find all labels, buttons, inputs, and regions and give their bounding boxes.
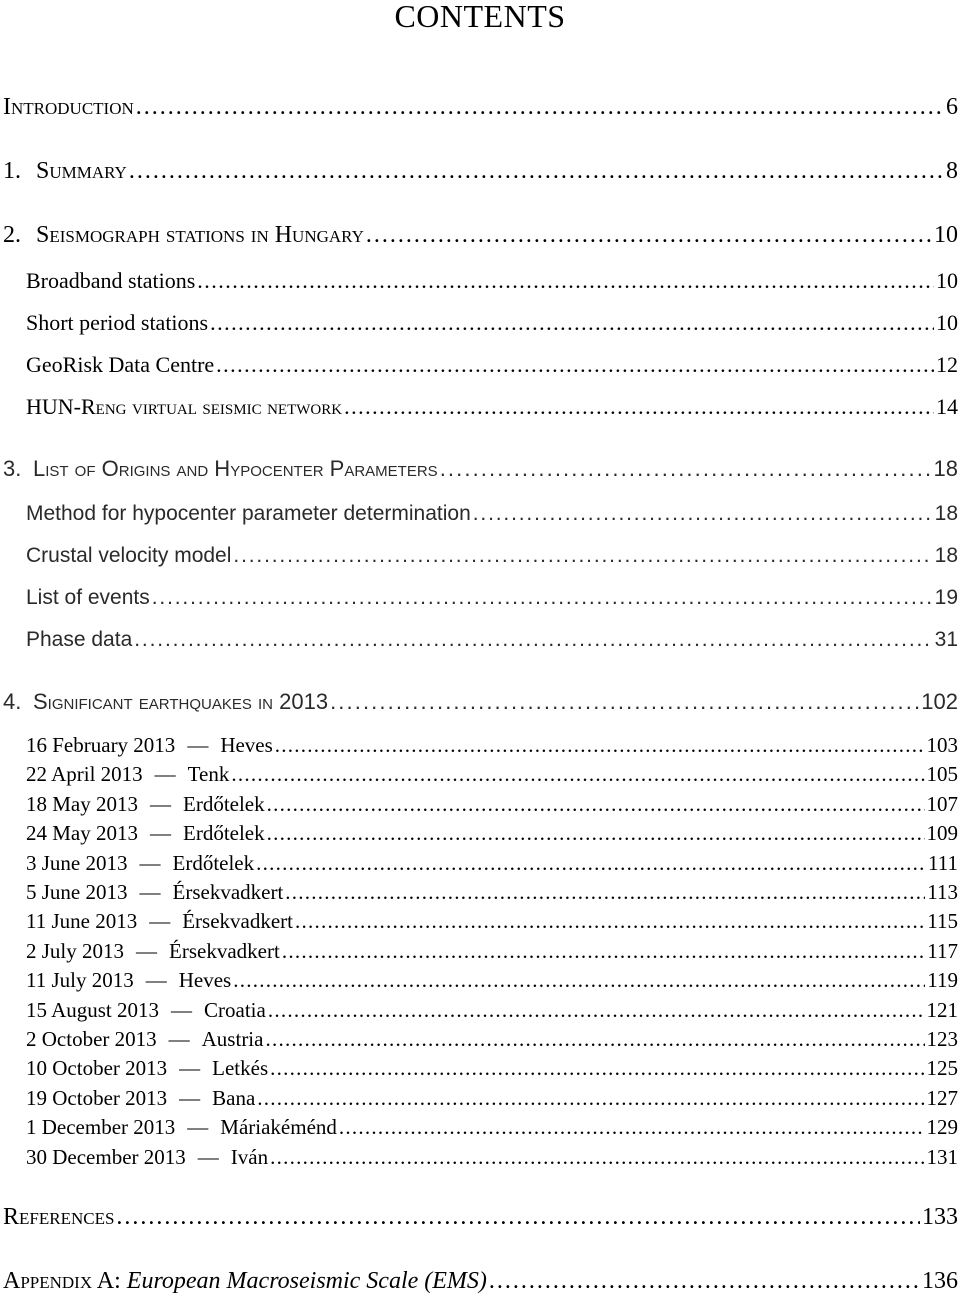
event-place: Erdőtelek	[183, 821, 265, 846]
event-dash: —	[139, 880, 161, 904]
dot-leader	[134, 628, 932, 652]
event-date: 15 August 2013	[26, 997, 160, 1022]
event-entry-text	[26, 1145, 268, 1170]
toc-entry-earthquake-event[interactable]	[26, 821, 958, 846]
toc-page-number: 109	[926, 821, 958, 846]
dot-leader	[197, 268, 934, 294]
event-date: 3 June 2013	[26, 850, 128, 875]
dot-leader	[231, 762, 924, 787]
toc-entry-earthquake-event[interactable]	[26, 939, 958, 964]
toc-entry-label: HUN-Reng virtual seismic network	[26, 394, 343, 419]
toc-page-number: 119	[927, 968, 958, 993]
toc-entry-earthquake-event[interactable]	[26, 1056, 958, 1081]
toc-entry-label: Phase data	[26, 628, 133, 651]
toc-entry-short-period-stations[interactable]	[26, 310, 958, 336]
toc-page-number: 127	[926, 1085, 958, 1110]
toc-entry-summary[interactable]	[3, 158, 958, 185]
dot-leader	[267, 821, 925, 846]
event-place: Erdőtelek	[172, 850, 255, 875]
toc-page-number: 125	[926, 1056, 958, 1081]
dot-leader	[344, 394, 934, 420]
toc-entry-earthquake-event[interactable]	[26, 880, 958, 905]
toc-entry-year: 2013	[279, 689, 329, 714]
event-dash: —	[139, 850, 161, 875]
event-entry-text	[26, 821, 265, 846]
event-entry-text	[26, 1086, 255, 1111]
event-entry-text	[26, 792, 265, 817]
event-date: 2 July 2013	[26, 938, 125, 963]
dot-leader	[366, 222, 932, 249]
section-number: 2.	[3, 222, 21, 248]
dot-leader	[275, 733, 925, 758]
event-date: 19 October 2013	[26, 1085, 168, 1110]
toc-entry-label: Summary	[36, 158, 127, 184]
toc-page-number: 123	[926, 1027, 958, 1051]
toc-entry-label: GeoRisk Data Centre	[26, 352, 215, 377]
toc-page-number: 12	[936, 352, 958, 377]
toc-page-number: 102	[921, 689, 958, 714]
dot-leader	[267, 792, 925, 817]
event-entry-text	[26, 909, 293, 934]
toc-page-number: 18	[933, 456, 958, 481]
event-place: Heves	[220, 733, 273, 757]
event-date: 16 February 2013	[26, 733, 176, 757]
event-place: Letkés	[212, 1056, 269, 1081]
event-dash: —	[145, 968, 167, 993]
toc-entry-list-of-origins[interactable]	[3, 456, 958, 482]
dot-leader	[256, 851, 926, 876]
dot-leader	[339, 1115, 925, 1140]
section-number: 1.	[3, 158, 21, 184]
toc-entry-label: List of Origins and Hypocenter Parameters	[33, 456, 438, 481]
appendix-label: Appendix A:	[3, 1268, 121, 1294]
event-place: Bana	[212, 1085, 256, 1110]
event-entry-text	[26, 733, 273, 758]
event-place: Érsekvadkert	[172, 880, 284, 904]
toc-entry-earthquake-event[interactable]	[26, 909, 958, 934]
event-date: 11 July 2013	[26, 968, 134, 993]
event-date: 11 June 2013	[26, 909, 138, 934]
event-place: Máriakéménd	[220, 1115, 337, 1140]
event-date: 22 April 2013	[26, 762, 143, 787]
toc-entry-earthquake-event[interactable]	[26, 1086, 958, 1111]
dot-leader	[210, 310, 934, 336]
toc-entry-broadband-stations[interactable]	[26, 268, 958, 294]
dot-leader	[233, 968, 925, 993]
toc-entry-appendix-a[interactable]	[3, 1268, 958, 1295]
event-dash: —	[171, 997, 193, 1022]
dot-leader	[216, 352, 934, 378]
event-date: 30 December 2013	[26, 1144, 186, 1169]
event-dash: —	[150, 791, 171, 816]
appendix-subtitle: European Macroseismic Scale (EMS)	[126, 1268, 487, 1294]
toc-page-number: 105	[926, 762, 958, 787]
toc-entry-earthquake-event[interactable]	[26, 1115, 958, 1140]
toc-entry-list-of-events[interactable]	[26, 586, 958, 610]
toc-entry-georisk-data-centre[interactable]	[26, 352, 958, 378]
dot-leader	[440, 456, 932, 482]
dot-leader	[282, 939, 925, 964]
toc-entry-text	[3, 456, 438, 482]
toc-entry-label: List of events	[26, 586, 150, 609]
section-number: 4.	[3, 689, 22, 714]
dot-leader	[129, 158, 944, 185]
dot-leader	[285, 880, 925, 905]
toc-entry-introduction[interactable]	[3, 94, 958, 121]
toc-entry-significant-earthquakes[interactable]	[3, 689, 958, 715]
toc-page-number: 121	[926, 997, 958, 1022]
toc-entry-earthquake-event[interactable]	[26, 733, 958, 758]
toc-entry-earthquake-event[interactable]	[26, 792, 958, 817]
event-dash: —	[197, 1144, 219, 1169]
event-place: Iván	[230, 1144, 269, 1169]
toc-entry-label: References	[3, 1204, 115, 1230]
toc-page-number: 6	[946, 94, 958, 120]
dot-leader	[116, 1204, 920, 1231]
toc-page-number: 129	[926, 1115, 958, 1140]
event-date: 1 December 2013	[26, 1115, 176, 1140]
dot-leader	[257, 1086, 924, 1111]
toc-page-number: 115	[927, 909, 958, 934]
toc-entry-earthquake-event[interactable]	[26, 762, 958, 787]
event-place: Tenk	[187, 762, 230, 787]
dot-leader	[473, 502, 933, 526]
event-entry-text	[26, 1056, 268, 1081]
toc-entry-text	[3, 158, 127, 185]
toc-entry-text	[3, 689, 328, 715]
dot-leader	[152, 586, 933, 610]
toc-entry-label: Broadband stations	[26, 268, 196, 293]
event-place: Érsekvadkert	[169, 938, 280, 963]
event-dash: —	[136, 938, 158, 963]
dot-leader	[265, 1027, 924, 1052]
toc-entry-earthquake-event[interactable]	[26, 968, 958, 993]
toc-entry-label: Seismograph stations in Hungary	[36, 222, 364, 248]
dot-leader	[330, 689, 919, 715]
toc-page-number: 18	[934, 544, 958, 567]
page-title: CONTENTS	[394, 0, 566, 34]
event-entry-text	[26, 998, 266, 1023]
event-dash: —	[187, 733, 209, 757]
dot-leader	[270, 1056, 924, 1081]
event-date: 18 May 2013	[26, 791, 138, 816]
event-dash: —	[168, 1027, 190, 1051]
event-place: Austria	[201, 1027, 264, 1051]
event-dash: —	[149, 909, 171, 934]
event-entry-text	[26, 880, 283, 905]
dot-leader	[136, 94, 944, 121]
toc-page-number: 103	[926, 733, 958, 757]
toc-entry-label: Method for hypocenter parameter determination	[26, 502, 471, 525]
toc-entry-phase-data[interactable]	[26, 628, 958, 652]
event-date: 2 October 2013	[26, 1027, 157, 1051]
toc-page-number: 111	[928, 850, 958, 875]
toc-page-number: 113	[927, 880, 958, 904]
toc-page-number: 131	[926, 1144, 958, 1169]
toc-entry-earthquake-event[interactable]	[26, 1027, 958, 1052]
toc-page-number: 8	[946, 158, 958, 184]
dot-leader	[233, 544, 932, 568]
event-entry-text	[26, 1027, 263, 1052]
event-entry-text	[26, 939, 280, 964]
toc-page-number: 10	[936, 310, 958, 335]
toc-entry-references[interactable]	[3, 1204, 958, 1231]
event-place: Heves	[178, 968, 232, 993]
event-date: 5 June 2013	[26, 880, 128, 904]
toc-entry-earthquake-event[interactable]	[26, 998, 958, 1023]
dot-leader	[268, 998, 925, 1023]
event-date: 24 May 2013	[26, 821, 138, 846]
event-place: Érsekvadkert	[182, 909, 294, 934]
event-dash: —	[150, 821, 171, 846]
event-dash: —	[154, 762, 176, 787]
toc-page-number: 19	[934, 586, 958, 609]
event-entry-text	[26, 762, 229, 787]
toc-entry-label: Introduction	[3, 94, 134, 120]
dot-leader	[270, 1145, 924, 1170]
dot-leader	[489, 1268, 920, 1295]
toc-page-number: 14	[936, 394, 958, 419]
toc-entry-text	[3, 222, 364, 249]
event-entry-text	[26, 968, 231, 993]
toc-entry-hypocenter-method[interactable]	[26, 502, 958, 526]
toc-page-number: 18	[934, 502, 958, 525]
event-date: 10 October 2013	[26, 1056, 168, 1081]
toc-page-number: 31	[934, 628, 958, 651]
section-number: 3.	[3, 456, 22, 481]
event-place: Erdőtelek	[183, 791, 265, 816]
toc-page-number: 10	[934, 222, 958, 248]
dot-leader	[295, 909, 925, 934]
toc-entry-text	[3, 1268, 487, 1295]
toc-entry-seismograph-stations[interactable]	[3, 222, 958, 249]
event-dash: —	[187, 1115, 209, 1140]
toc-page-number: 117	[927, 938, 958, 963]
event-dash: —	[179, 1056, 201, 1081]
toc-entry-earthquake-event[interactable]	[26, 1145, 958, 1170]
toc-entry-crustal-velocity-model[interactable]	[26, 544, 958, 568]
toc-page-number: 136	[922, 1268, 958, 1294]
toc-entry-hun-reng-network[interactable]	[26, 394, 958, 420]
event-dash: —	[179, 1085, 201, 1110]
toc-page-number: 133	[922, 1204, 958, 1230]
toc-entry-label: Significant earthquakes in	[33, 689, 273, 714]
toc-entry-earthquake-event[interactable]	[26, 851, 958, 876]
event-entry-text	[26, 851, 254, 876]
toc-page-number: 10	[936, 268, 958, 293]
toc-entry-label: Short period stations	[26, 310, 209, 335]
event-place: Croatia	[204, 997, 266, 1022]
toc-page-number: 107	[926, 791, 958, 816]
toc-entry-label: Crustal velocity model	[26, 544, 232, 567]
event-entry-text	[26, 1115, 337, 1140]
